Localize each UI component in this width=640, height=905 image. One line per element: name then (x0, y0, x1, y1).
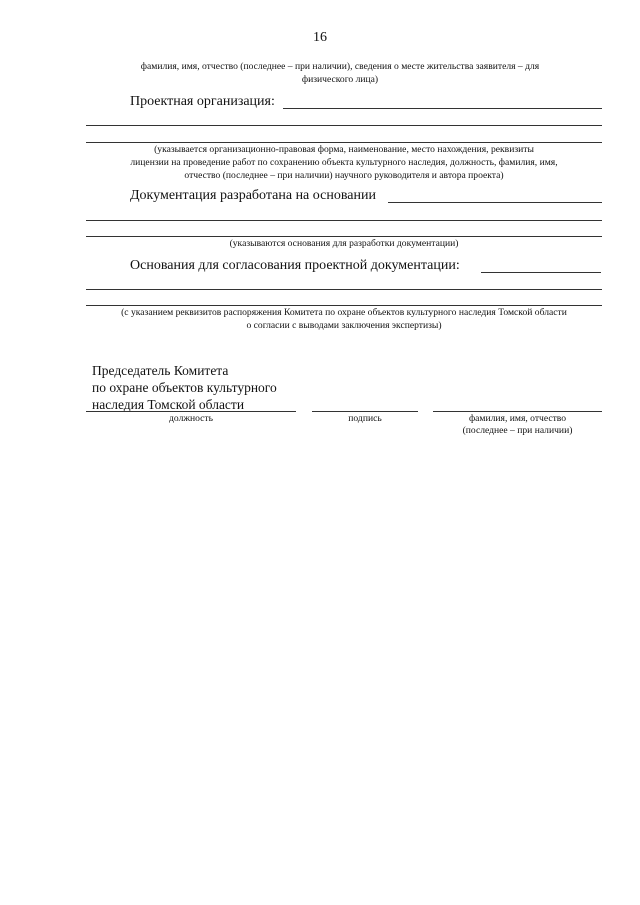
applicant-note (90, 60, 590, 86)
position-field-line[interactable] (86, 411, 296, 412)
project-org-note-line-2: лицензии на проведение работ по сохранению объекта культурного наследия, должность, фамилия, имя, (130, 157, 558, 168)
approval-basis-note (86, 306, 602, 332)
caption-name (433, 413, 602, 437)
caption-signature: подпись (348, 413, 382, 424)
signatory-position-line-1: Председатель Комитета (92, 363, 229, 378)
project-org-note-line-1: (указывается организационно-правовая форма, наименование, место нахождения, реквизиты (154, 144, 534, 155)
applicant-note-line-2: физического лица) (301, 74, 379, 85)
applicant-note-line-1: фамилия, имя, отчество (последнее – при наличии), сведения о месте жительства заявителя – для (140, 61, 540, 72)
documentation-basis-label: Документация разработана на основании (130, 188, 376, 203)
documentation-basis-note: (указываются основания для разработки документации) (229, 238, 459, 249)
caption-name-line-1: фамилия, имя, отчество (468, 413, 567, 424)
signatory-position (92, 362, 277, 413)
page-number: 16 (313, 30, 327, 45)
signature-field-line[interactable] (312, 411, 418, 412)
approval-basis-field-line-2[interactable] (86, 289, 602, 290)
documentation-basis-field-line[interactable] (388, 202, 602, 203)
project-org-note-line-3: отчество (последнее – при наличии) научного руководителя и автора проекта) (184, 170, 504, 181)
caption-name-line-2: (последнее – при наличии) (462, 425, 573, 436)
project-org-note (86, 143, 602, 182)
project-org-label: Проектная организация: (130, 94, 275, 109)
approval-basis-field-line[interactable] (481, 272, 601, 273)
approval-basis-label: Основания для согласования проектной документации: (130, 258, 460, 273)
approval-basis-note-line-1: (с указанием реквизитов распоряжения Комитета по охране объектов культурного наследия Томской области (121, 307, 567, 318)
signatory-position-line-3: наследия Томской области (92, 397, 245, 412)
name-field-line[interactable] (433, 411, 602, 412)
documentation-basis-field-line-2[interactable] (86, 220, 602, 221)
project-org-field-line[interactable] (283, 108, 602, 109)
approval-basis-note-line-2: о согласии с выводами заключения экспертизы) (246, 320, 442, 331)
caption-position: должность (169, 413, 213, 424)
project-org-field-line-2[interactable] (86, 125, 602, 126)
signatory-position-line-2: по охране объектов культурного (92, 380, 277, 395)
